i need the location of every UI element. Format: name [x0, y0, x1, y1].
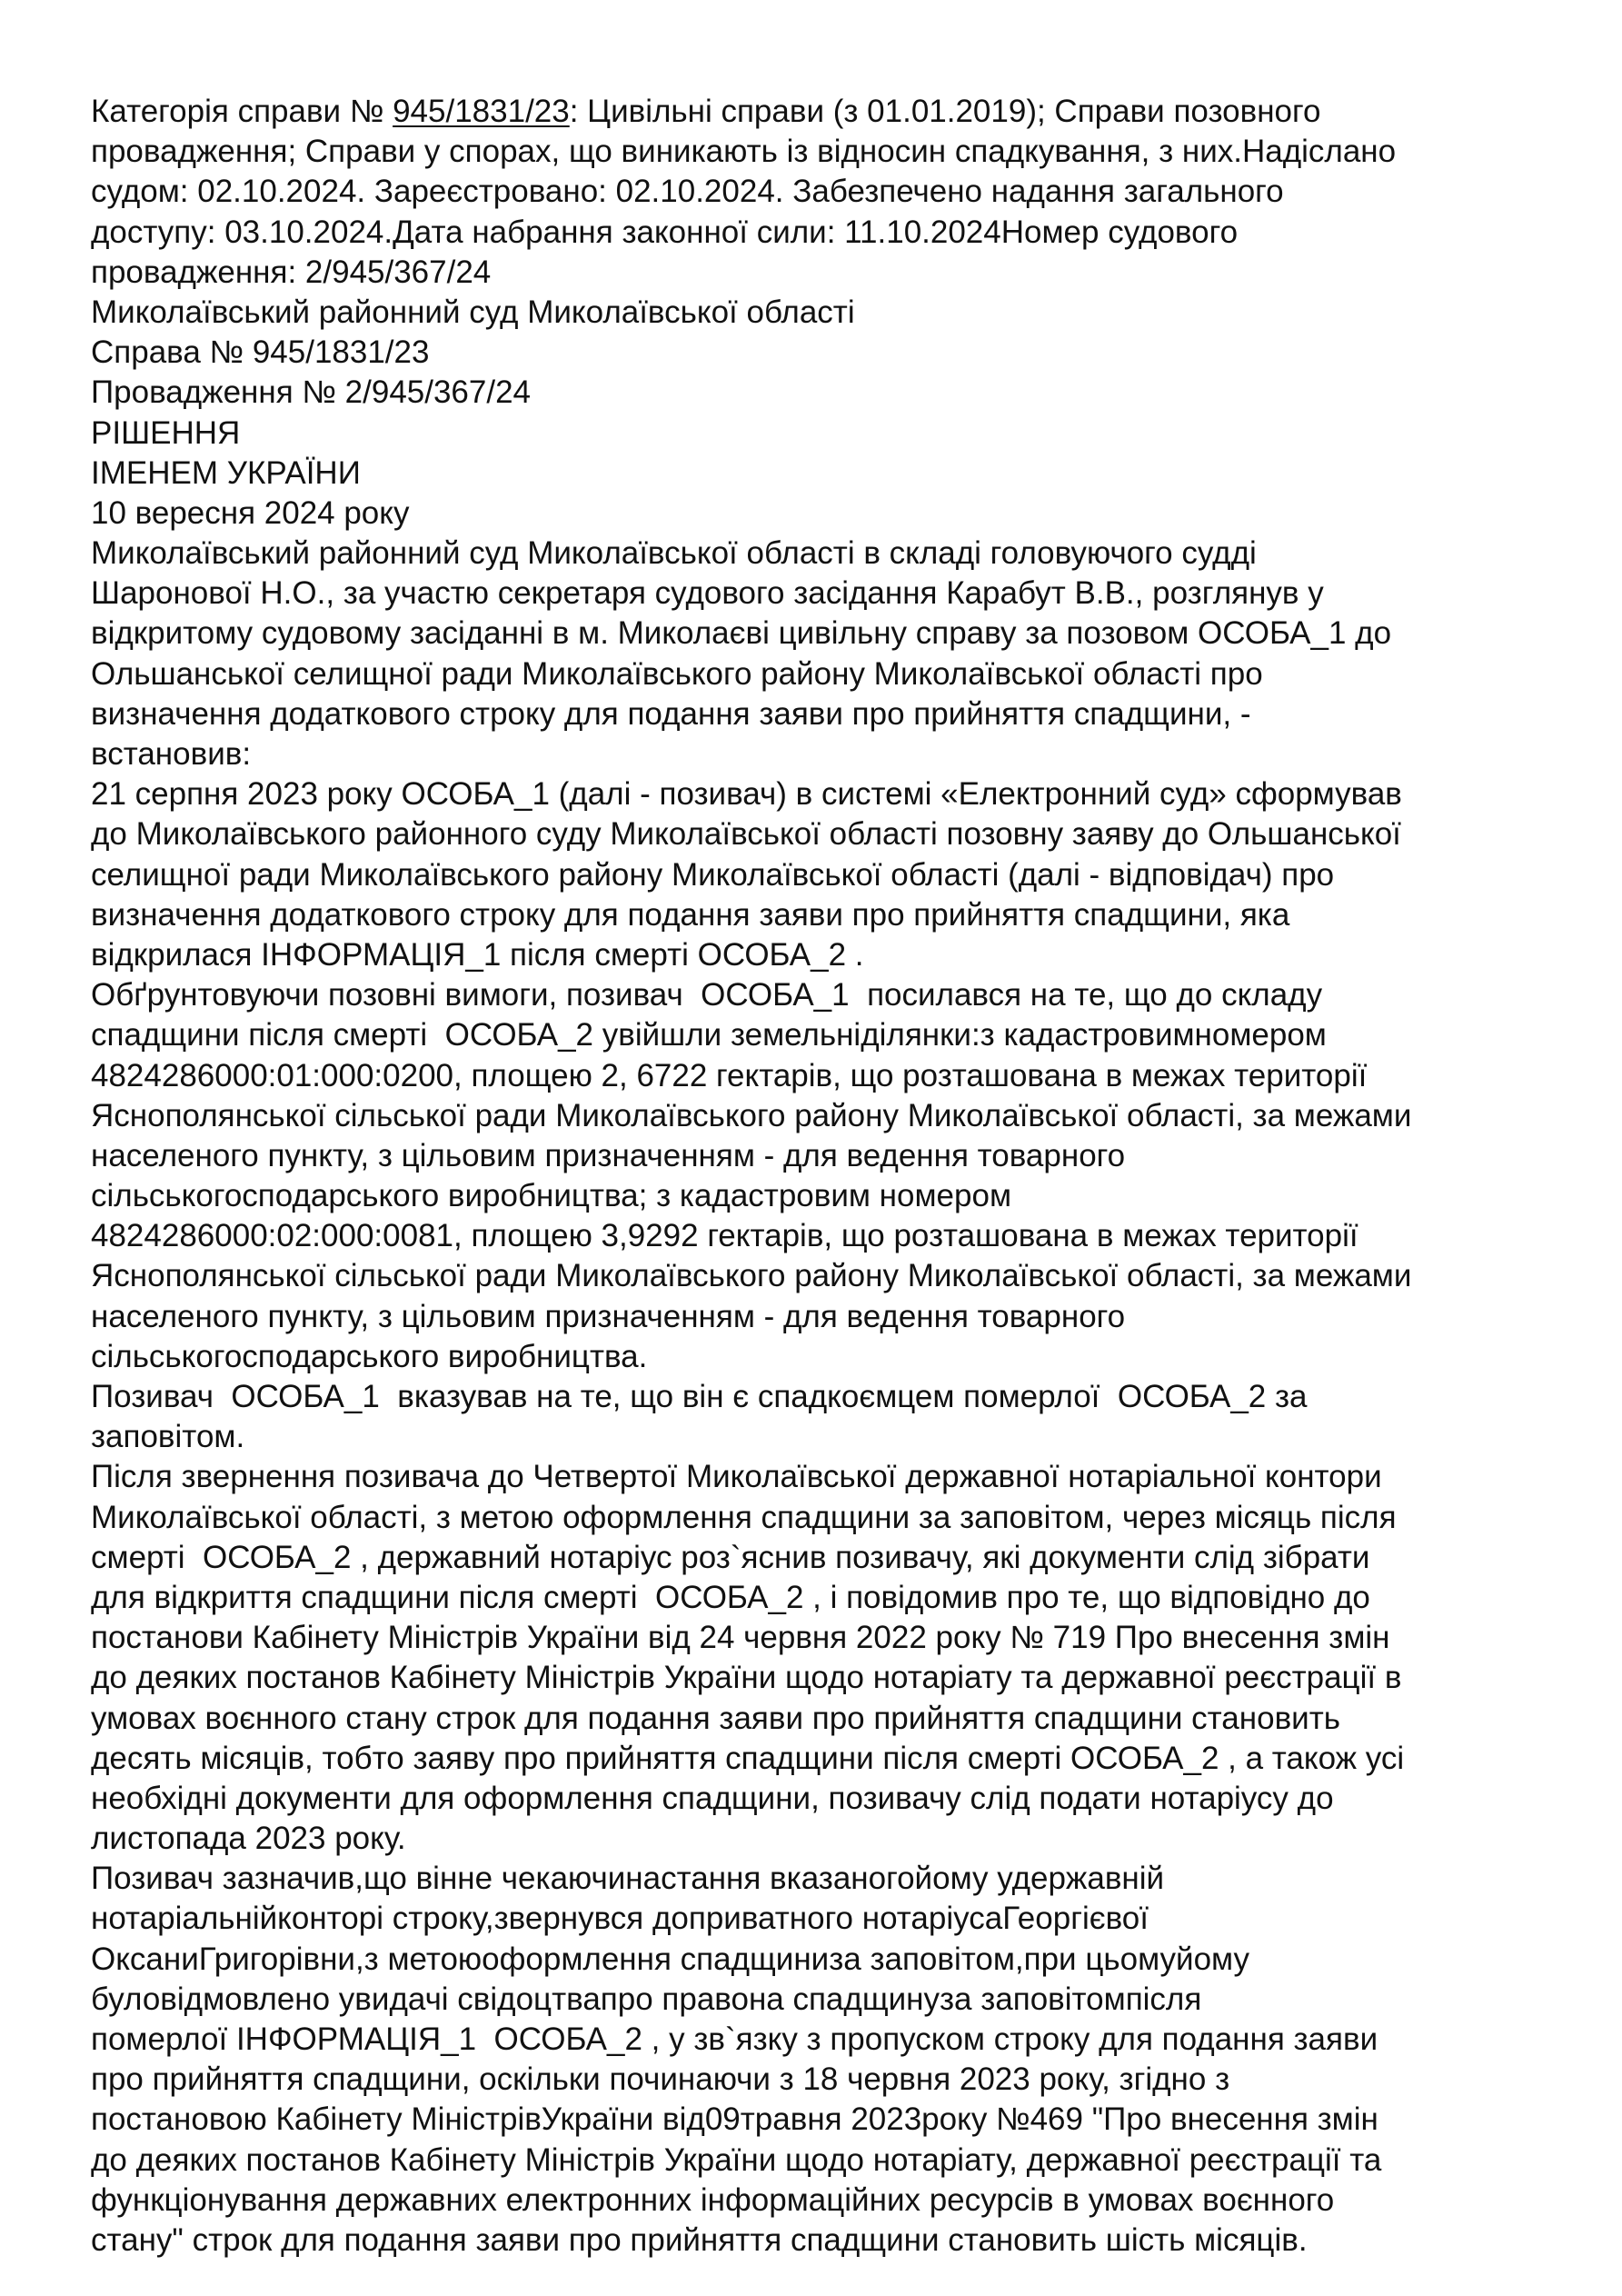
- body-line: стану" строк для подання заяви про прийняття спадщини становить шість місяців.: [91, 2221, 1308, 2258]
- body-line: Яснополянської сільської ради Миколаївського району Миколаївської області, за межами: [91, 1097, 1412, 1133]
- body-line: встановив:: [91, 736, 252, 772]
- body-line: відкритому судовому засіданні в м. Миколаєві цивільну справу за позовом ОСОБА_1 до: [91, 615, 1392, 652]
- body-line: десять місяців, тобто заяву про прийняття спадщини після смерті ОСОБА_2 , а також усі: [91, 1740, 1405, 1776]
- body-line: 4824286000:02:000:0081, площею 3,9292 гектарів, що розташована в межах території: [91, 1218, 1358, 1254]
- body-line: Шаронової Н.О., за участю секретаря судового засідання Карабут В.В., розглянув у: [91, 575, 1324, 612]
- body-line: померлої ІНФОРМАЦІЯ_1 ОСОБА_2 , у зв`язку з пропуском строку для подання заяви: [91, 2021, 1378, 2057]
- body-line: відкрилася ІНФОРМАЦІЯ_1 після смерті ОСОБА_2 .: [91, 936, 864, 973]
- category-prefix: Категорія справи №: [91, 94, 393, 129]
- category-rest: : Цивільні справи (з 01.01.2019); Справи позовного: [569, 94, 1321, 129]
- case-number-link[interactable]: 945/1831/23: [393, 94, 570, 129]
- body-line: спадщини після смерті ОСОБА_2 увійшли земельніділянки:з кадастровимномером: [91, 1017, 1327, 1053]
- body-line: населеного пункту, з цільовим призначенням - для ведення товарного: [91, 1137, 1126, 1173]
- body-line: визначення додаткового строку для подання заяви про прийняття спадщини, яка: [91, 896, 1290, 933]
- body-line: про прийняття спадщини, оскільки починаючи з 18 червня 2023 року, згідно з: [91, 2061, 1230, 2098]
- body-line: Ольшанської селищної ради Миколаївського району Миколаївської області про: [91, 655, 1263, 692]
- decision-body: [91, 534, 1563, 2261]
- body-line: до деяких постанов Кабінету Міністрів України щодо нотаріату, державної реєстрації та: [91, 2141, 1382, 2178]
- body-line: Миколаївської області, з метою оформлення спадщини за заповітом, через місяць після: [91, 1499, 1397, 1535]
- body-line: визначення додаткового строку для подання заяви про прийняття спадщини, -: [91, 695, 1251, 732]
- body-line: 4824286000:01:000:0200, площею 2, 6722 гектарів, що розташована в межах території: [91, 1057, 1368, 1093]
- body-line: сільськогосподарського виробництва.: [91, 1338, 648, 1374]
- body-line: Обґрунтовуючи позовні вимоги, позивач ОСОБА_1 посилався на те, що до складу: [91, 977, 1323, 1013]
- header-line: доступу: 03.10.2024.Дата набрання законної сили: 11.10.2024Номер судового: [91, 214, 1239, 250]
- header-line: провадження: 2/945/367/24: [91, 254, 492, 290]
- category-line: [91, 92, 1563, 132]
- document-page: [91, 92, 1563, 2261]
- case-number: Справа № 945/1831/23: [91, 334, 430, 371]
- body-line: функціонування державних електронних інформаційних ресурсів в умовах воєнного: [91, 2181, 1335, 2218]
- body-line: листопада 2023 року.: [91, 1821, 406, 1857]
- body-line: Позивач зазначив,що вінне чекаючинастання вказаногойому удержавній: [91, 1861, 1165, 1897]
- body-line: буловідмовлено увидачі свідоцтвапро правона спадщинуза заповітомпісля: [91, 1981, 1202, 2017]
- body-line: необхідні документи для оформлення спадщини, позивачу слід подати нотаріусу до: [91, 1780, 1334, 1816]
- body-line: до деяких постанов Кабінету Міністрів України щодо нотаріату та державної реєстрації в: [91, 1660, 1402, 1696]
- body-line: до Миколаївського районного суду Миколаївської області позовну заяву до Ольшанської: [91, 816, 1401, 853]
- body-line: постановою Кабінету МіністрівУкраїни від09травня 2023року №469 "Про внесення змін: [91, 2101, 1378, 2138]
- body-line: Яснополянської сільської ради Миколаївського району Миколаївської області, за межами: [91, 1258, 1412, 1294]
- header-line: судом: 02.10.2024. Зареєстровано: 02.10.2024. Забезпечено надання загального: [91, 174, 1284, 210]
- body-line: заповітом.: [91, 1419, 245, 1455]
- header-meta: [91, 132, 1563, 293]
- body-line: селищної ради Миколаївського району Миколаївської області (далі - відповідач) про: [91, 856, 1335, 893]
- decision-date: 10 вересня 2024 року: [91, 494, 410, 531]
- body-line: смерті ОСОБА_2 , державний нотаріус роз`яснив позивачу, які документи слід зібрати: [91, 1539, 1370, 1575]
- body-line: ОксаниГригорівни,з метоюоформлення спадщиниза заповітом,при цьомуйому: [91, 1941, 1250, 1977]
- body-line: умовах воєнного стану строк для подання заяви про прийняття спадщини становить: [91, 1700, 1340, 1736]
- body-line: для відкриття спадщини після смерті ОСОБА_2 , і повідомив про те, що відповідно до: [91, 1579, 1370, 1615]
- court-name: Миколаївський районний суд Миколаївської області: [91, 294, 855, 330]
- body-line: нотаріальнійконторі строку,звернувся доприватного нотаріусаГеоргієвої: [91, 1901, 1149, 1937]
- body-line: 21 серпня 2023 року ОСОБА_1 (далі - позивач) в системі «Електронний суд» сформував: [91, 776, 1402, 813]
- body-line: постанови Кабінету Міністрів України від 24 червня 2022 року № 719 Про внесення змін: [91, 1620, 1390, 1656]
- body-line: Після звернення позивача до Четвертої Миколаївської державної нотаріальної контори: [91, 1459, 1382, 1495]
- body-line: населеного пункту, з цільовим призначенням - для ведення товарного: [91, 1298, 1126, 1334]
- header-line: провадження; Справи у спорах, що виникають із відносин спадкування, з них.Надіслано: [91, 134, 1397, 170]
- decision-subtitle: ІМЕНЕМ УКРАЇНИ: [91, 454, 361, 491]
- body-line: Позивач ОСОБА_1 вказував на те, що він є спадкоємцем померлої ОСОБА_2 за: [91, 1379, 1308, 1414]
- proceeding-number: Провадження № 2/945/367/24: [91, 374, 532, 411]
- decision-title: РІШЕННЯ: [91, 414, 241, 451]
- body-line: Миколаївський районний суд Миколаївської області в складі головуючого судді: [91, 535, 1257, 572]
- body-line: сільськогосподарського виробництва; з кадастровим номером: [91, 1178, 1012, 1214]
